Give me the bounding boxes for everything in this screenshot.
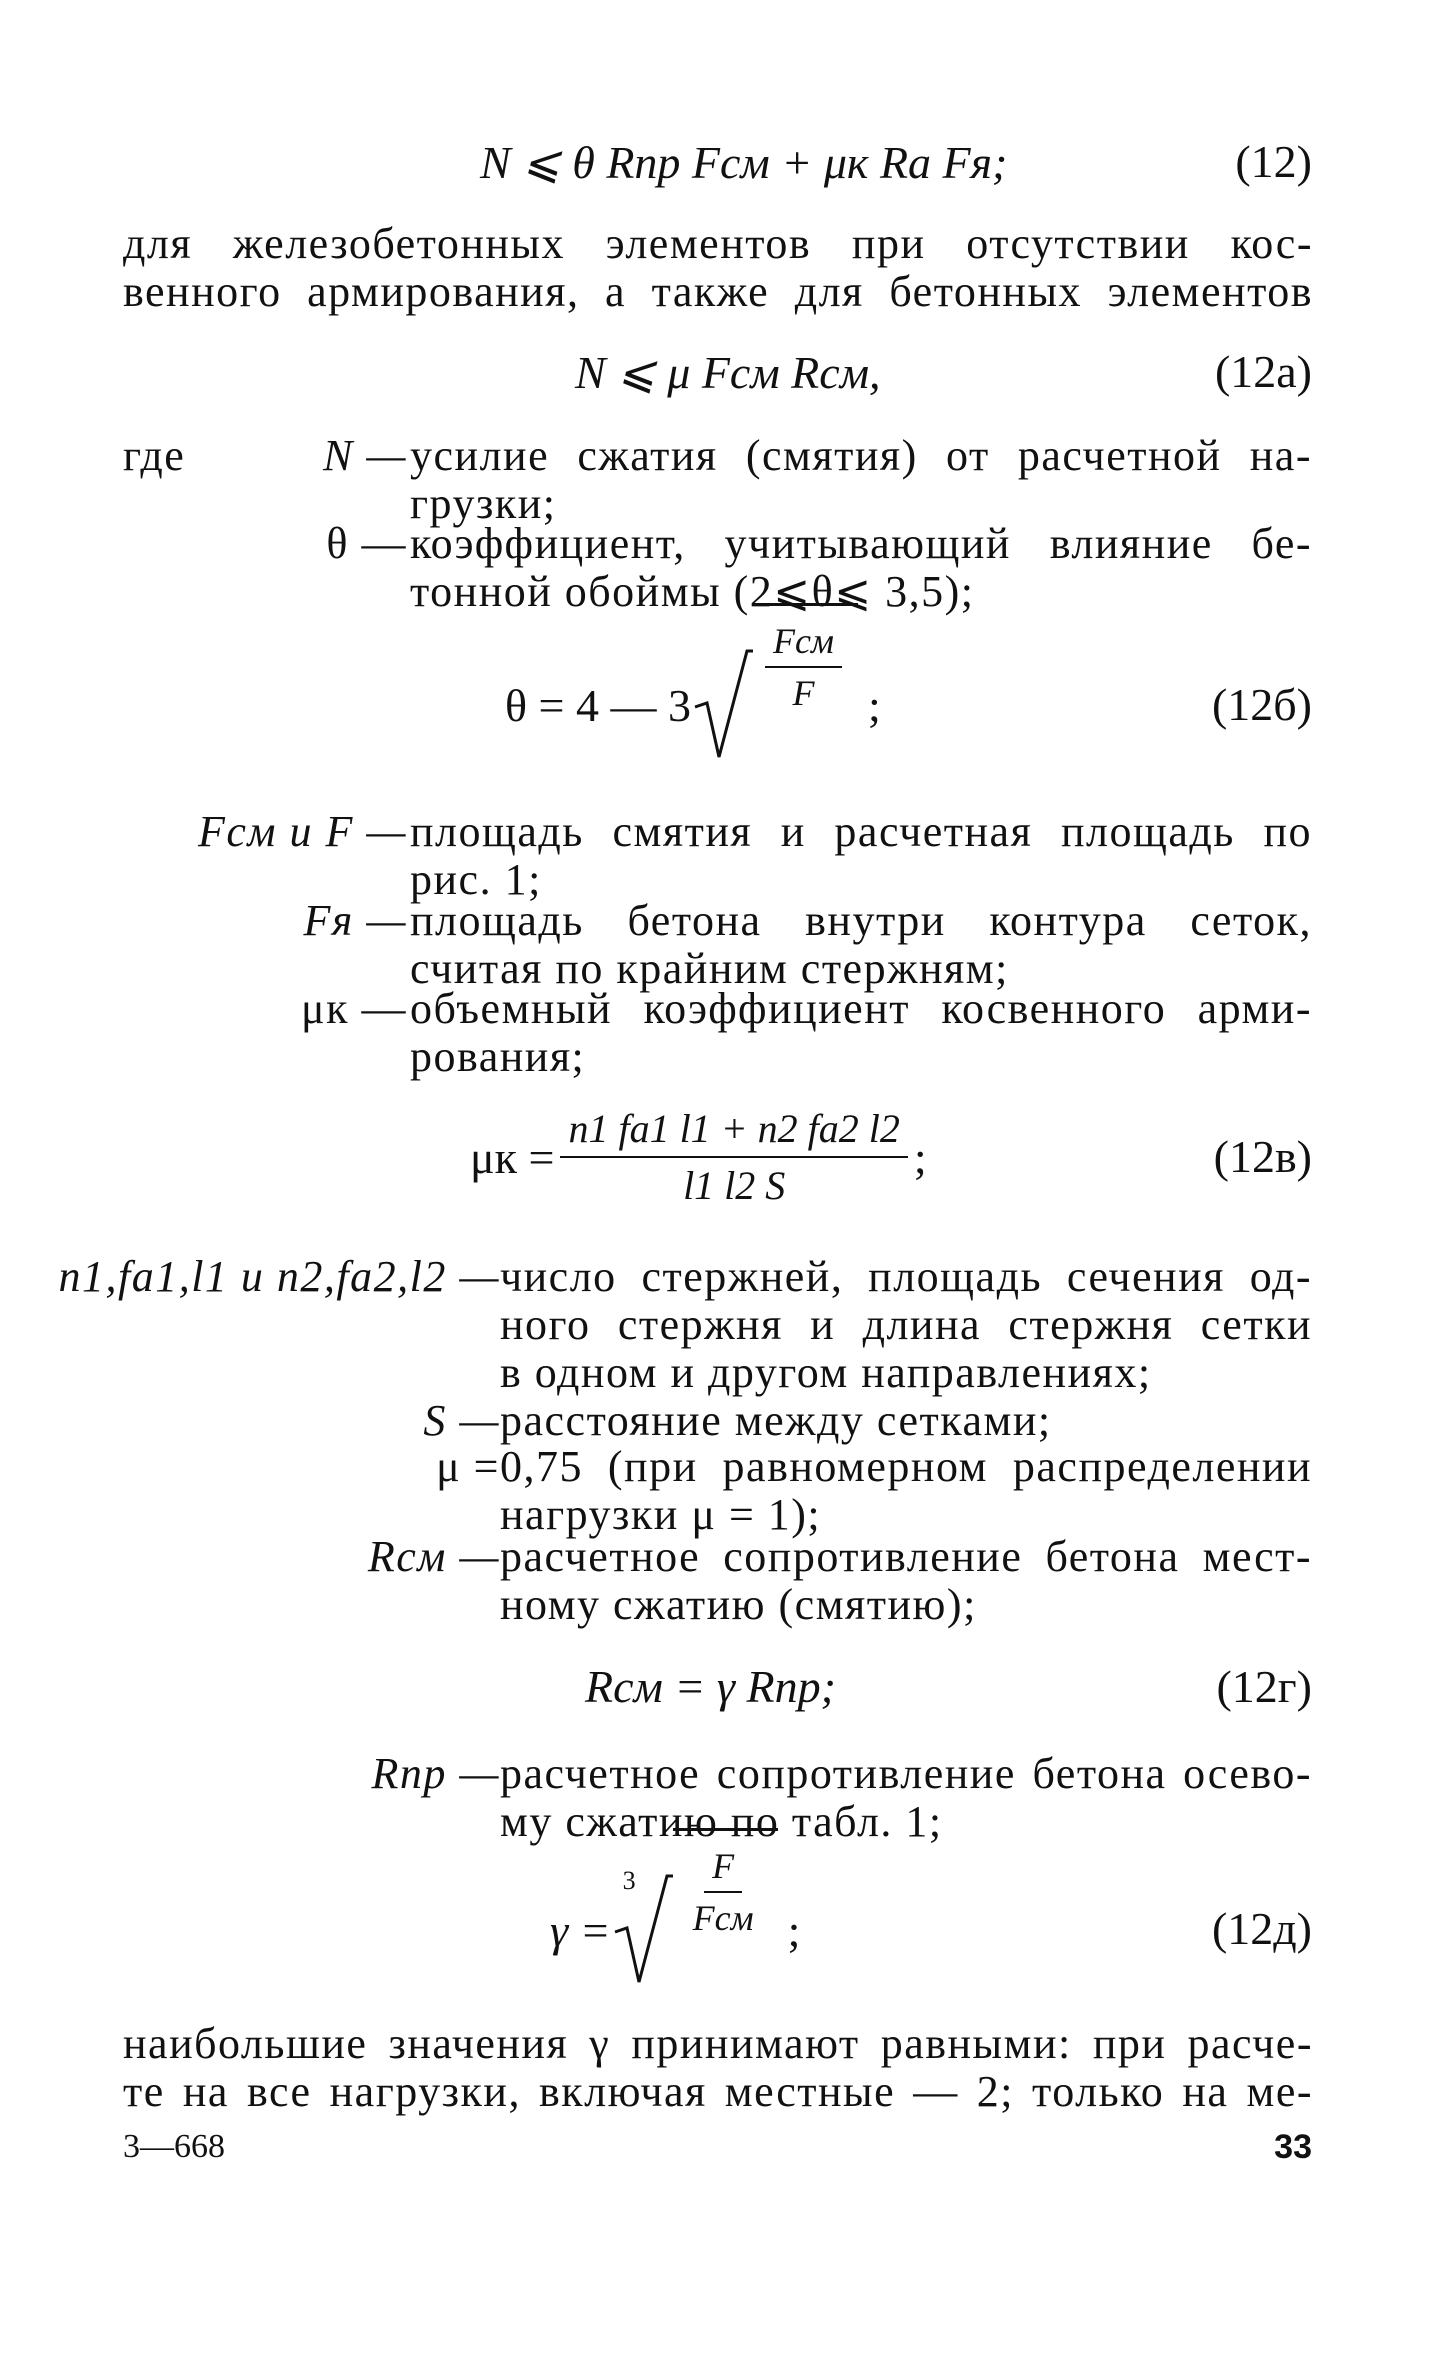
paragraph-line: те на все нагрузки, включая местные — 2; только на ме- xyxy=(123,2067,1313,2116)
paragraph-line: для железобетонных элементов при отсутствии кос- xyxy=(123,219,1313,268)
formula-12v xyxy=(470,1105,927,1209)
definition-text: число стержней, площадь сечения од- xyxy=(500,1252,1312,1301)
fraction-denominator: F xyxy=(792,672,815,713)
definition-symbol: Rпр — xyxy=(371,1749,500,1798)
formula-lhs: θ = 4 — 3 xyxy=(505,679,691,731)
definition-text: площадь бетона внутри контура сеток, xyxy=(410,896,1312,945)
definition-text: ному сжатию (смятию); xyxy=(500,1580,977,1629)
equation-number-12: (12) xyxy=(1235,136,1312,187)
definition-symbol: θ — xyxy=(326,519,407,568)
definition-text: в одном и другом направлениях; xyxy=(500,1348,1152,1397)
fraction-numerator: n1 fa1 l1 + n2 fa2 l2 xyxy=(560,1105,907,1158)
definition-text: ного стержня и длина стержня сетки xyxy=(500,1300,1312,1349)
definition-text: тонной обоймы (2⩽θ⩽ 3,5); xyxy=(410,567,975,616)
equation-number-12b: (12б) xyxy=(1211,679,1312,730)
definition-text: коэффициент, учитывающий влияние бе- xyxy=(410,519,1312,568)
definition-symbol: N — xyxy=(323,431,407,480)
fraction-numerator: Fсм xyxy=(765,620,842,668)
formula-12b xyxy=(505,620,881,765)
fraction xyxy=(685,1845,762,1939)
definition-symbol: n1,fa1,l1 и n2,fa2,l2 — xyxy=(58,1252,500,1301)
equation-number-12d: (12д) xyxy=(1211,1903,1312,1954)
definition-text: расчетное сопротивление бетона осево- xyxy=(500,1749,1312,1798)
equation-number-12a: (12а) xyxy=(1214,346,1312,397)
fraction-denominator: l1 l2 S xyxy=(683,1163,786,1208)
formula-tail: ; xyxy=(913,1131,927,1183)
definition-text: 0,75 (при равномерном распределении xyxy=(500,1442,1312,1491)
where-label: где xyxy=(123,431,186,480)
formula-tail: ; xyxy=(867,679,881,731)
cube-root-icon xyxy=(611,1870,673,1990)
square-root-icon xyxy=(691,645,753,765)
formula-12d xyxy=(550,1845,801,1990)
definition-text: нагрузки μ = 1); xyxy=(500,1490,822,1539)
definition-symbol: μ = xyxy=(436,1442,500,1491)
formula-lhs: γ = xyxy=(550,1904,611,1956)
definition-symbol: Fсм и F — xyxy=(198,807,407,856)
paragraph-line: венного армирования, а также для бетонных элементов xyxy=(123,267,1313,316)
formula-tail: ; xyxy=(787,1904,801,1956)
paragraph-line: наибольшие значения γ принимают равными: при расче- xyxy=(123,2019,1313,2068)
fraction xyxy=(765,620,842,714)
root-index: 3 xyxy=(622,1866,636,1895)
formula-lhs: μк = xyxy=(470,1131,555,1183)
definition-symbol: μк — xyxy=(301,984,407,1033)
footer-code: 3—668 xyxy=(123,2128,225,2165)
definition-text: рис. 1; xyxy=(410,855,542,904)
definition-text: объемный коэффициент косвенного арми- xyxy=(410,984,1312,1033)
page-number: 33 xyxy=(1274,2128,1312,2166)
definition-text: считая по крайним стержням; xyxy=(410,944,1009,993)
definition-symbol: S — xyxy=(423,1396,500,1445)
formula-12a: N ⩽ μ Fсм Rсм, xyxy=(575,347,881,398)
fraction-numerator: F xyxy=(704,1845,742,1893)
equation-number-12v: (12в) xyxy=(1213,1131,1312,1182)
formula-12: N ⩽ θ Rпр Fсм + μк Rа Fя; xyxy=(480,137,1008,188)
definition-text: рования; xyxy=(410,1032,586,1081)
definition-text: площадь смятия и расчетная площадь по xyxy=(410,807,1312,856)
definition-text: усилие сжатия (смятия) от расчетной на- xyxy=(410,431,1312,480)
formula-12g: Rсм = γ Rпр; xyxy=(585,1661,836,1712)
definition-symbol: Fя — xyxy=(303,896,407,945)
equation-number-12g: (12г) xyxy=(1216,1661,1312,1712)
definition-text: расстояние между сетками; xyxy=(500,1396,1052,1445)
definition-symbol: Rсм — xyxy=(367,1532,500,1581)
fraction xyxy=(560,1105,907,1209)
definition-text: расчетное сопротивление бетона мест- xyxy=(500,1532,1312,1581)
definition-text: грузки; xyxy=(410,479,557,528)
fraction-denominator: Fсм xyxy=(692,1897,754,1938)
definition-text: му сжатию по табл. 1; xyxy=(500,1797,943,1846)
